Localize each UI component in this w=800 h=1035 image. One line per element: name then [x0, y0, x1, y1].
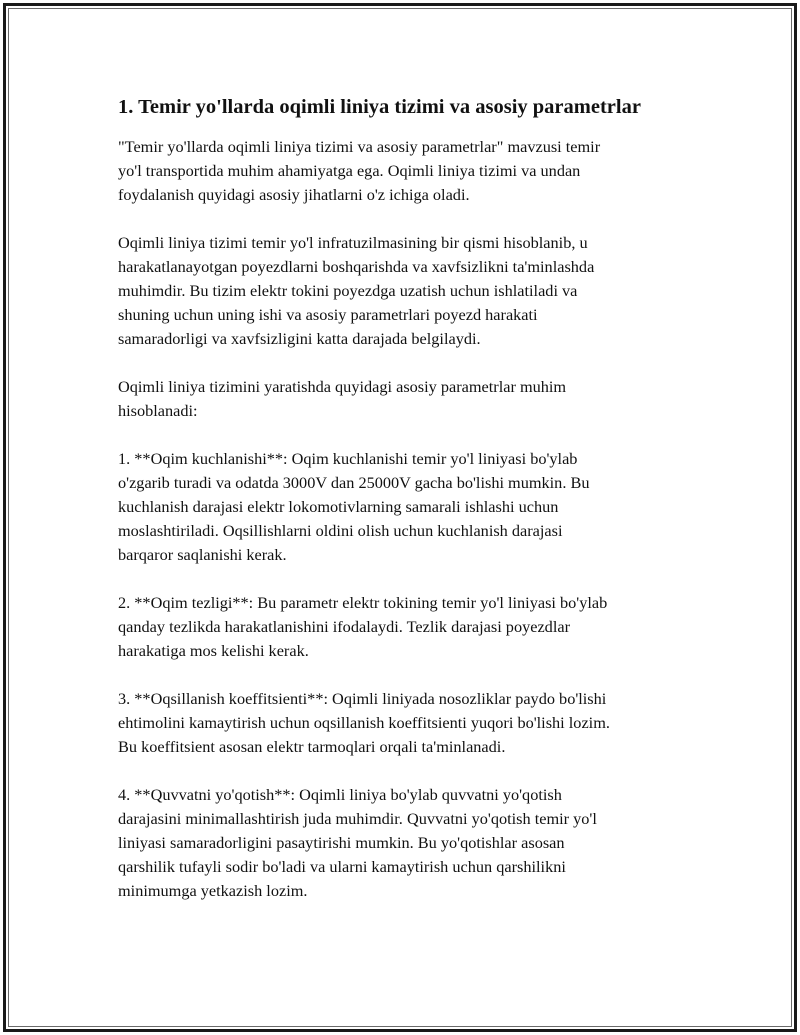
text-line: 1. **Oqim kuchlanishi**: Oqim kuchlanishi temir yo'l liniyasi bo'ylab	[118, 449, 578, 468]
text-line: barqaror saqlanishi kerak.	[118, 545, 287, 564]
text-line: 4. **Quvvatni yo'qotish**: Oqimli liniya bo'ylab quvvatni yo'qotish	[118, 785, 562, 804]
text-line: harakatlanayotgan poyezdlarni boshqarishda va xavfsizlikni ta'minlashda	[118, 257, 595, 276]
text-line: qanday tezlikda harakatlanishini ifodalaydi. Tezlik darajasi poyezdlar	[118, 617, 570, 636]
paragraph-intro	[118, 135, 698, 207]
text-line: ehtimolini kamaytirish uchun oqsillanish koeffitsienti yuqori bo'lishi lozim.	[118, 713, 610, 732]
text-line: o'zgarib turadi va odatda 3000V dan 25000V gacha bo'lishi mumkin. Bu	[118, 473, 590, 492]
text-line: hisoblanadi:	[118, 401, 198, 420]
paragraph-item-coefficient	[118, 687, 698, 759]
paragraph-item-power-loss	[118, 783, 698, 903]
paragraph-item-voltage	[118, 447, 698, 567]
text-line: Oqimli liniya tizimini yaratishda quyidagi asosiy parametrlar muhim	[118, 377, 567, 396]
text-line: yo'l transportida muhim ahamiyatga ega. Oqimli liniya tizimi va undan	[118, 161, 581, 180]
paragraph-parameters-intro	[118, 375, 698, 423]
text-line: "Temir yo'llarda oqimli liniya tizimi va asosiy parametrlar" mavzusi temir	[118, 137, 601, 156]
text-line: liniyasi samaradorligini pasaytirishi mumkin. Bu yo'qotishlar asosan	[118, 833, 565, 852]
text-line: moslashtiriladi. Oqsillishlarni oldini olish uchun kuchlanish darajasi	[118, 521, 563, 540]
text-line: qarshilik tufayli sodir bo'ladi va ularni kamaytirish uchun qarshilikni	[118, 857, 566, 876]
text-line: 3. **Oqsillanish koeffitsienti**: Oqimli liniyada nosozliklar paydo bo'lishi	[118, 689, 607, 708]
text-line: Bu koeffitsient asosan elektr tarmoqlari orqali ta'minlanadi.	[118, 737, 506, 756]
paragraph-system-description	[118, 231, 698, 351]
text-line: kuchlanish darajasi elektr lokomotivlarning samarali ishlashi uchun	[118, 497, 559, 516]
text-line: 2. **Oqim tezligi**: Bu parametr elektr tokining temir yo'l liniyasi bo'ylab	[118, 593, 608, 612]
text-line: shuning uchun uning ishi va asosiy parametrlari poyezd harakati	[118, 305, 538, 324]
text-line: samaradorligi va xavfsizligini katta darajada belgilaydi.	[118, 329, 481, 348]
text-line: minimumga yetkazish lozim.	[118, 881, 308, 900]
text-line: foydalanish quyidagi asosiy jihatlarni o'z ichiga oladi.	[118, 185, 470, 204]
text-line: harakatiga mos kelishi kerak.	[118, 641, 309, 660]
text-line: darajasini minimallashtirish juda muhimdir. Quvvatni yo'qotish temir yo'l	[118, 809, 597, 828]
document-body	[118, 93, 698, 927]
document-title: 1. Temir yo'llarda oqimli liniya tizimi va asosiy parametrlar	[118, 96, 641, 118]
text-line: muhimdir. Bu tizim elektr tokini poyezdga uzatish uchun ishlatiladi va	[118, 281, 578, 300]
text-line: Oqimli liniya tizimi temir yo'l infratuzilmasining bir qismi hisoblanib, u	[118, 233, 588, 252]
paragraph-item-speed	[118, 591, 698, 663]
